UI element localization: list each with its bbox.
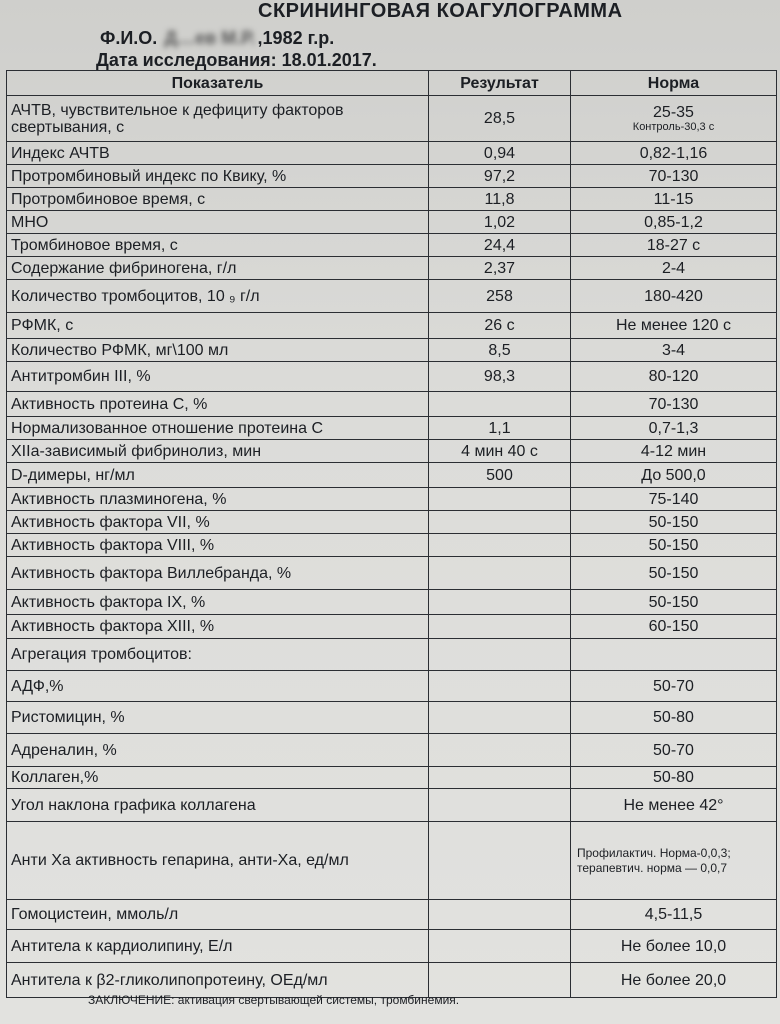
study-date: Дата исследования: 18.01.2017. [96, 50, 377, 70]
row-result: 500 [429, 463, 571, 488]
row-result: 4 мин 40 с [429, 440, 571, 463]
table-row [7, 900, 777, 930]
row-parameter: Агрегация тромбоцитов: [7, 639, 429, 671]
row-result: 1,02 [429, 211, 571, 234]
row-parameter: Количество тромбоцитов, 10 ₉ г/л [7, 280, 429, 313]
row-norm: 70-130 [571, 165, 777, 188]
patient-name-blurred: Д…ев М.Р. [164, 28, 256, 48]
table-row [7, 463, 777, 488]
row-norm-value: 25-35 [653, 103, 694, 121]
table-row [7, 362, 777, 392]
row-parameter: Антитела к кардиолипину, Е/л [7, 930, 429, 963]
table-row [7, 702, 777, 734]
row-norm [571, 96, 777, 142]
row-parameter: Активность фактора IX, % [7, 590, 429, 615]
row-result: 26 с [429, 313, 571, 339]
row-parameter: Гомоцистеин, ммоль/л [7, 900, 429, 930]
table-row [7, 557, 777, 590]
row-parameter: Протромбиновый индекс по Квику, % [7, 165, 429, 188]
patient-line [100, 28, 334, 49]
row-norm: 50-80 [571, 702, 777, 734]
table-row [7, 313, 777, 339]
table-row [7, 590, 777, 615]
row-result: 8,5 [429, 339, 571, 362]
row-result: 1,1 [429, 417, 571, 440]
table-row [7, 211, 777, 234]
row-norm: 180-420 [571, 280, 777, 313]
table-row [7, 96, 777, 142]
row-result [429, 734, 571, 767]
row-parameter: Тромбиновое время, с [7, 234, 429, 257]
row-result [429, 590, 571, 615]
row-norm: 50-150 [571, 590, 777, 615]
row-parameter: РФМК, с [7, 313, 429, 339]
row-norm: Не менее 42° [571, 789, 777, 822]
table-row [7, 767, 777, 789]
row-result: 2,37 [429, 257, 571, 280]
table-row [7, 440, 777, 463]
table-row [7, 142, 777, 165]
table-row [7, 822, 777, 900]
row-result: 258 [429, 280, 571, 313]
row-result [429, 392, 571, 417]
row-norm: 0,7-1,3 [571, 417, 777, 440]
table-row [7, 280, 777, 313]
row-norm: 2-4 [571, 257, 777, 280]
row-norm: 11-15 [571, 188, 777, 211]
row-result: 24,4 [429, 234, 571, 257]
row-parameter: Индекс АЧТВ [7, 142, 429, 165]
row-result [429, 639, 571, 671]
table-row [7, 234, 777, 257]
row-parameter: Активность фактора VIII, % [7, 534, 429, 557]
row-norm: 18-27 с [571, 234, 777, 257]
row-result [429, 822, 571, 900]
row-norm: 50-150 [571, 557, 777, 590]
table-row [7, 188, 777, 211]
row-parameter: Активность фактора VII, % [7, 511, 429, 534]
row-result: 11,8 [429, 188, 571, 211]
document-title: СКРИНИНГОВАЯ КОАГУЛОГРАММА [258, 0, 623, 22]
coagulogram-table [6, 70, 777, 998]
row-result [429, 488, 571, 511]
row-result: 98,3 [429, 362, 571, 392]
row-norm: 70-130 [571, 392, 777, 417]
row-norm: 80-120 [571, 362, 777, 392]
row-result [429, 615, 571, 639]
patient-birth: ,1982 г.р. [257, 28, 335, 48]
row-result [429, 534, 571, 557]
row-parameter: Антитромбин III, % [7, 362, 429, 392]
table-row [7, 392, 777, 417]
header-parameter: Показатель [7, 71, 429, 96]
row-norm: 0,82-1,16 [571, 142, 777, 165]
row-norm: Не более 10,0 [571, 930, 777, 963]
row-norm [571, 639, 777, 671]
table-row [7, 930, 777, 963]
row-result [429, 671, 571, 702]
row-parameter: D-димеры, нг/мл [7, 463, 429, 488]
table-row [7, 417, 777, 440]
table-row [7, 511, 777, 534]
row-result [429, 789, 571, 822]
row-parameter: Угол наклона графика коллагена [7, 789, 429, 822]
row-result: 97,2 [429, 165, 571, 188]
row-norm: 0,85-1,2 [571, 211, 777, 234]
table-row [7, 789, 777, 822]
table-row [7, 165, 777, 188]
row-parameter: Антитела к β2-гликолипопротеину, ОЕд/мл [7, 963, 429, 998]
row-norm: Не менее 120 с [571, 313, 777, 339]
patient-label: Ф.И.О. [100, 28, 158, 48]
row-norm: 50-70 [571, 671, 777, 702]
table-row [7, 339, 777, 362]
row-parameter: Адреналин, % [7, 734, 429, 767]
row-parameter: МНО [7, 211, 429, 234]
row-parameter: XIIа-зависимый фибринолиз, мин [7, 440, 429, 463]
row-norm: 4,5-11,5 [571, 900, 777, 930]
row-norm: 50-70 [571, 734, 777, 767]
row-parameter: Нормализованное отношение протеина С [7, 417, 429, 440]
row-norm-control: Контроль-30,3 с [632, 120, 715, 133]
row-parameter: Протромбиновое время, с [7, 188, 429, 211]
table-row [7, 488, 777, 511]
table-row [7, 534, 777, 557]
row-norm: 3-4 [571, 339, 777, 362]
row-norm: 4-12 мин [571, 440, 777, 463]
row-norm: 50-150 [571, 534, 777, 557]
conclusion-text: ЗАКЛЮЧЕНИЕ: активация свертывающей системы, тромбинемия. [88, 993, 460, 1007]
row-norm: 50-150 [571, 511, 777, 534]
header-result: Результат [429, 71, 571, 96]
table-row [7, 257, 777, 280]
table-header-row [7, 71, 777, 96]
row-result [429, 767, 571, 789]
row-norm: 60-150 [571, 615, 777, 639]
table-row [7, 615, 777, 639]
row-parameter: Активность протеина С, % [7, 392, 429, 417]
row-parameter: Активность плазминогена, % [7, 488, 429, 511]
row-result [429, 900, 571, 930]
table-row [7, 671, 777, 702]
row-norm: До 500,0 [571, 463, 777, 488]
row-parameter: Количество РФМК, мг\100 мл [7, 339, 429, 362]
row-parameter: Содержание фибриногена, г/л [7, 257, 429, 280]
row-result [429, 930, 571, 963]
row-norm: Профилактич. Норма-0,0,3; терапевтич. норма — 0,0,7 [571, 822, 777, 900]
row-parameter: Анти Ха активность гепарина, анти-Ха, ед/мл [7, 822, 429, 900]
table-row [7, 734, 777, 767]
row-parameter: АЧТВ, чувствительное к дефициту факторов свертывания, с [7, 96, 429, 142]
row-parameter: Активность фактора XIII, % [7, 615, 429, 639]
row-result [429, 511, 571, 534]
table-row [7, 639, 777, 671]
row-result [429, 557, 571, 590]
row-parameter: Активность фактора Виллебранда, % [7, 557, 429, 590]
row-result: 0,94 [429, 142, 571, 165]
row-result: 28,5 [429, 96, 571, 142]
row-norm: 50-80 [571, 767, 777, 789]
row-parameter: АДФ,% [7, 671, 429, 702]
row-norm: Не более 20,0 [571, 963, 777, 998]
row-norm: 75-140 [571, 488, 777, 511]
row-result [429, 702, 571, 734]
row-parameter: Ристомицин, % [7, 702, 429, 734]
row-parameter: Коллаген,% [7, 767, 429, 789]
header-norm: Норма [571, 71, 777, 96]
